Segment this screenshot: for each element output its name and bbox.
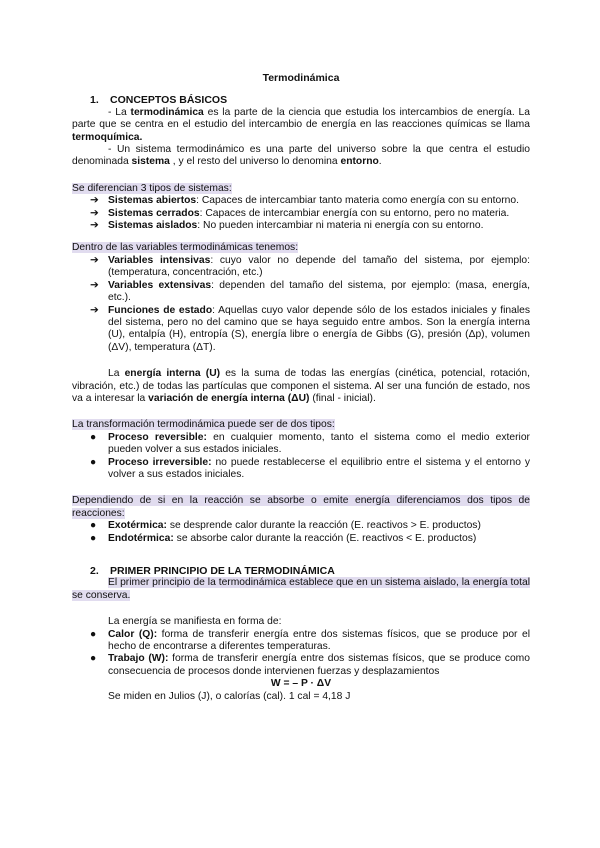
paragraph-termodinamica: [72, 107, 530, 144]
section-2-title: PRIMER PRINCIPIO DE LA TERMODINÁMICA: [110, 565, 335, 577]
term-termodinamica: termodinámica: [130, 106, 204, 118]
text-run: , y el resto del universo lo denomina: [169, 156, 341, 168]
process-list: [72, 432, 530, 482]
bullet-icon: ●: [90, 431, 97, 443]
list-item: [72, 533, 530, 545]
list-item: [72, 457, 530, 482]
systems-intro: Se diferencian 3 tipos de sistemas:: [72, 182, 232, 194]
energy-intro: La energía se manifiesta en forma de:: [108, 616, 282, 628]
systems-list: [72, 195, 530, 232]
text-run: : Capaces de intercambiar tanto materia como energía con su entorno.: [196, 195, 519, 207]
text-run: no puede restablecerse el equilibrio entre el sistema y el entorno y volver a sus estados iniciales.: [108, 456, 531, 480]
process-intro: La transformación termodinámica puede ser de dos tipos:: [72, 419, 335, 431]
bullet-icon: ●: [90, 532, 97, 544]
list-item: [72, 520, 530, 532]
term-irreversible: Proceso irreversible:: [108, 456, 212, 468]
page-title: Termodinámica: [262, 72, 340, 84]
text-run: .: [378, 156, 382, 168]
term-funciones-estado: Funciones de estado: [108, 304, 213, 316]
list-item: [72, 280, 530, 305]
term-sistema: sistema: [131, 156, 170, 168]
text-run: : dependen del tamaño del sistema, por ejemplo: (masa, energía, etc.).: [108, 279, 530, 304]
section-1-heading: [72, 94, 530, 106]
arrow-icon: ➔: [90, 254, 99, 266]
term-trabajo: Trabajo (W):: [108, 653, 169, 665]
energy-forms-list: [72, 629, 530, 679]
list-item: [72, 653, 530, 678]
bullet-icon: ●: [90, 628, 97, 640]
reactions-list: [72, 520, 530, 545]
term-cerrados: Sistemas cerrados: [108, 207, 200, 219]
section-1-number: 1.: [90, 94, 99, 107]
text-run: se absorbe calor durante la reacción (E. reactivos < E. productos): [173, 532, 477, 544]
text-run: forma de transferir energía entre dos sistemas físicos, que se produce por el hecho de encontrarse a diferentes temperaturas.: [108, 628, 530, 653]
text-run: en cualquier momento, tanto el sistema como el medio exterior pueden volver a sus estados iniciales.: [108, 431, 530, 456]
term-aislados: Sistemas aislados: [108, 220, 198, 232]
arrow-icon: ➔: [90, 207, 99, 219]
section-2-heading: [72, 565, 530, 577]
term-reversible: Proceso reversible:: [108, 431, 207, 443]
term-entorno: entorno: [340, 156, 379, 168]
text-run: : cuyo valor no depende del tamaño del sistema, por ejemplo: (temperatura, concentración, etc.): [108, 254, 530, 279]
text-run: se desprende calor durante la reacción (E. reactivos > E. productos): [166, 520, 481, 532]
text-run: es la parte de la ciencia que estudia los intercambios de energía. La parte que se centra en el estudio del intercambio de energía en las reacciones químicas se llama: [72, 106, 530, 131]
list-item: [72, 305, 530, 355]
term-exotermica: Exotérmica:: [108, 520, 167, 532]
text-run: forma de transferir energía entre dos sistemas físicos, que se produce como consecuencia de procesos donde intervienen fuerzas y desplazamientos: [108, 653, 530, 677]
section-1-title: CONCEPTOS BÁSICOS: [110, 94, 228, 107]
paragraph-energia-interna: [72, 368, 530, 405]
term-energia-interna: energía interna (U): [124, 368, 221, 380]
work-formula: W = – P · ΔV: [270, 678, 332, 690]
term-extensivas: Variables extensivas: [108, 279, 212, 291]
principle-statement: El primer principio de la termodinámica establece que en un sistema aislado, la energía total se conserva.: [72, 577, 530, 601]
list-item: [72, 432, 530, 457]
text-run: es la suma de todas las energías (cinética, potencial, rotación, vibración, etc.) de todas las partículas que componen el sistema. Al ser una función de estado, nos va a interesar la: [72, 368, 530, 404]
list-item: [72, 208, 530, 220]
units-note: Se miden en Julios (J), o calorías (cal). 1 cal = 4,18 J: [108, 690, 351, 702]
list-item: [72, 629, 530, 654]
list-item: [72, 220, 530, 232]
bullet-icon: ●: [90, 653, 97, 665]
term-intensivas: Variables intensivas: [108, 254, 211, 266]
text-run: La: [108, 368, 125, 380]
variables-intro: Dentro de las variables termodinámicas tenemos:: [72, 242, 299, 254]
text-run: (final - inicial).: [309, 392, 376, 404]
section-2-number: 2.: [90, 565, 99, 577]
term-calor: Calor (Q):: [108, 628, 158, 640]
term-abiertos: Sistemas abiertos: [108, 195, 197, 207]
arrow-icon: ➔: [90, 279, 99, 291]
paragraph-sistema: [72, 144, 530, 169]
variables-list: [72, 255, 530, 354]
list-item: [72, 255, 530, 280]
text-run: : Aquellas cuyo valor depende sólo de los estados iniciales y finales del sistema, pero no del camino que se haya seguido entre ambos. Son la energía interna (U), entalpía (H), entropía (S), energía libre o energía de Gibbs (G), presión (Δp), volumen (ΔV), temperatura (ΔT).: [108, 304, 530, 353]
term-endotermica: Endotérmica:: [108, 532, 174, 544]
arrow-icon: ➔: [90, 304, 99, 316]
document-page: [72, 72, 530, 703]
bullet-icon: ●: [90, 456, 97, 468]
bullet-icon: ●: [90, 520, 97, 532]
term-termoquimica: termoquímica.: [72, 131, 143, 143]
arrow-icon: ➔: [90, 195, 99, 207]
list-item: [72, 195, 530, 207]
arrow-icon: ➔: [90, 220, 99, 232]
text-run: - Un sistema termodinámico es una parte del universo sobre la que centra el estudio denominada: [72, 144, 530, 168]
term-variacion-energia: variación de energía interna (ΔU): [148, 392, 310, 404]
reactions-intro: Dependiendo de si en la reacción se absorbe o emite energía diferenciamos dos tipos de reacciones:: [72, 495, 530, 519]
text-run: : No pueden intercambiar ni materia ni energía con su entorno.: [197, 220, 484, 232]
text-run: : Capaces de intercambiar energía con su entorno, pero no materia.: [199, 207, 510, 219]
text-run: - La: [108, 106, 131, 118]
